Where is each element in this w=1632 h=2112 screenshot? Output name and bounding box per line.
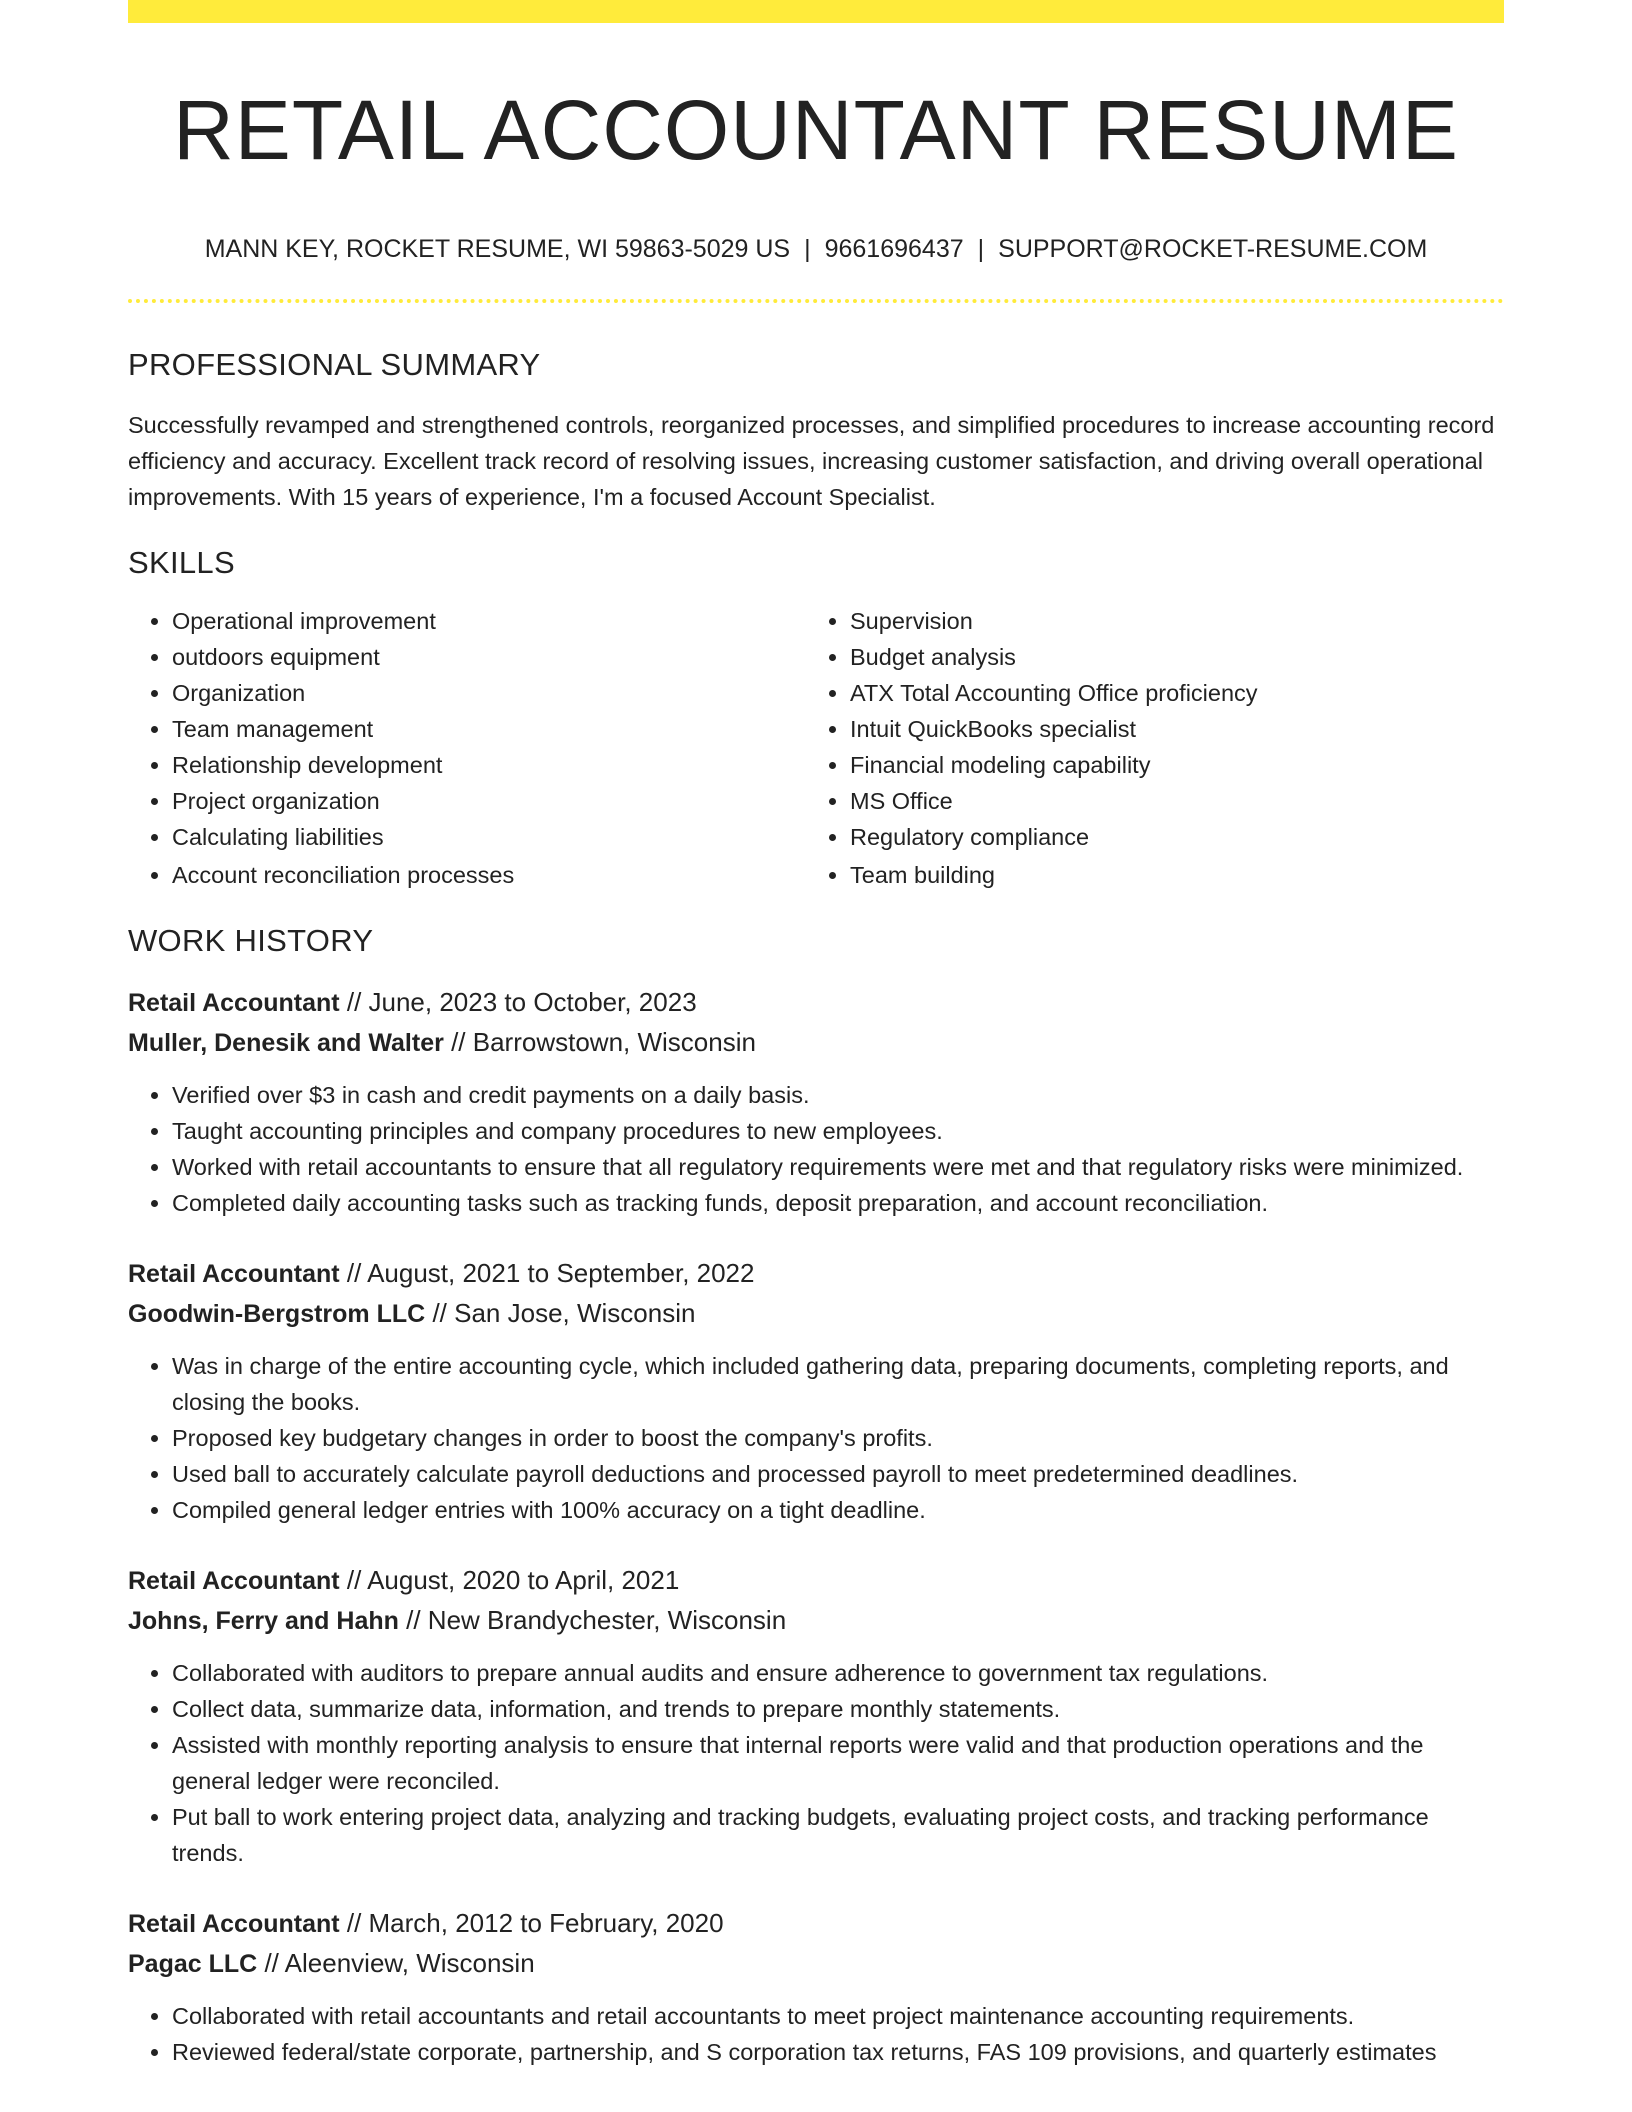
job-bullet: • Was in charge of the entire accounting cycle, which included gathering data, preparing documents, completing reports, and closing the books. <box>172 1348 1504 1420</box>
skill-item: • Operational improvement <box>172 603 806 639</box>
skills-list <box>128 603 1504 893</box>
job-title-line <box>128 1561 1504 1601</box>
skill-item: • Financial modeling capability <box>850 747 1484 783</box>
job-company-line <box>128 1601 1504 1641</box>
contact-separator: | <box>977 235 985 263</box>
job-company: Pagac LLC <box>128 1950 258 1978</box>
job-entry <box>128 983 1504 1221</box>
job-title-line <box>128 1904 1504 1944</box>
skills-column-right <box>806 603 1484 893</box>
resume-document <box>128 0 1504 2070</box>
job-bullets <box>128 1077 1504 1221</box>
job-bullets <box>128 1655 1504 1871</box>
skill-item: • Intuit QuickBooks specialist <box>850 711 1484 747</box>
job-entry <box>128 1561 1504 1871</box>
skill-item: • Team building <box>850 857 1484 893</box>
skill-item: • Team management <box>172 711 806 747</box>
job-bullets <box>128 1348 1504 1528</box>
job-entry <box>128 1904 1504 2070</box>
skill-item: • Organization <box>172 675 806 711</box>
resume-title: RETAIL ACCOUNTANT RESUME <box>173 83 1459 177</box>
job-company: Goodwin-Bergstrom LLC <box>128 1300 426 1328</box>
work-history-heading: WORK HISTORY <box>128 923 374 958</box>
job-bullet: • Collaborated with retail accountants and retail accountants to meet project maintenance accounting requirements. <box>172 1998 1504 2034</box>
job-dates: // August, 2020 to April, 2021 <box>346 1565 680 1595</box>
skill-item: • Calculating liabilities <box>172 819 806 855</box>
skill-item: • Supervision <box>850 603 1484 639</box>
job-bullet: • Taught accounting principles and company procedures to new employees. <box>172 1113 1504 1149</box>
job-title-line <box>128 983 1504 1023</box>
job-title: Retail Accountant <box>128 989 340 1017</box>
skill-item: • outdoors equipment <box>172 639 806 675</box>
contact-separator: | <box>804 235 811 263</box>
job-dates: // August, 2021 to September, 2022 <box>346 1258 755 1288</box>
skill-item: • Account reconciliation processes <box>172 857 806 893</box>
job-location: // Aleenview, Wisconsin <box>264 1948 535 1978</box>
job-bullet: • Collect data, summarize data, information, and trends to prepare monthly statements. <box>172 1691 1504 1727</box>
contact-line <box>128 231 1504 267</box>
contact-address: MANN KEY, ROCKET RESUME, WI 59863-5029 US <box>204 235 791 263</box>
job-title: Retail Accountant <box>128 1910 340 1938</box>
job-company: Johns, Ferry and Hahn <box>128 1607 399 1635</box>
job-bullet: • Worked with retail accountants to ensure that all regulatory requirements were met and that regulatory risks were minimized. <box>172 1149 1504 1185</box>
job-bullet: • Completed daily accounting tasks such as tracking funds, deposit preparation, and account reconciliation. <box>172 1185 1504 1221</box>
skill-item: • Regulatory compliance <box>850 819 1484 855</box>
job-title-line <box>128 1254 1504 1294</box>
job-dates: // June, 2023 to October, 2023 <box>346 987 697 1017</box>
skill-item: • MS Office <box>850 783 1484 819</box>
job-location: // San Jose, Wisconsin <box>432 1298 696 1328</box>
job-company-line <box>128 1023 1504 1063</box>
job-dates: // March, 2012 to February, 2020 <box>346 1908 724 1938</box>
job-bullet: • Collaborated with auditors to prepare annual audits and ensure adherence to government tax regulations. <box>172 1655 1504 1691</box>
job-bullets <box>128 1998 1504 2070</box>
job-bullet: • Proposed key budgetary changes in order to boost the company's profits. <box>172 1420 1504 1456</box>
job-bullet: • Compiled general ledger entries with 100% accuracy on a tight deadline. <box>172 1492 1504 1528</box>
summary-heading: PROFESSIONAL SUMMARY <box>128 347 541 382</box>
job-company: Muller, Denesik and Walter <box>128 1029 444 1057</box>
job-title: Retail Accountant <box>128 1260 340 1288</box>
skill-item: • ATX Total Accounting Office proficiency <box>850 675 1484 711</box>
job-bullet: • Used ball to accurately calculate payroll deductions and processed payroll to meet predetermined deadlines. <box>172 1456 1504 1492</box>
job-company-line <box>128 1944 1504 1984</box>
skills-column-left <box>128 603 806 893</box>
job-bullet: • Assisted with monthly reporting analysis to ensure that internal reports were valid and that production operations and the general ledger were reconciled. <box>172 1727 1504 1799</box>
job-company-line <box>128 1294 1504 1334</box>
contact-phone: 9661696437 <box>824 235 964 263</box>
contact-email: SUPPORT@ROCKET-RESUME.COM <box>998 235 1428 263</box>
skill-item: • Relationship development <box>172 747 806 783</box>
job-bullet: • Put ball to work entering project data, analyzing and tracking budgets, evaluating project costs, and tracking performance trends. <box>172 1799 1504 1871</box>
skills-heading: SKILLS <box>128 545 235 580</box>
job-entry <box>128 1254 1504 1528</box>
job-location: // New Brandychester, Wisconsin <box>406 1605 787 1635</box>
job-title: Retail Accountant <box>128 1567 340 1595</box>
job-bullet: • Reviewed federal/state corporate, partnership, and S corporation tax returns, FAS 109 provisions, and quarterly estimates <box>172 2034 1504 2070</box>
job-location: // Barrowstown, Wisconsin <box>451 1027 756 1057</box>
skill-item: • Budget analysis <box>850 639 1484 675</box>
summary-text: Successfully revamped and strengthened controls, reorganized processes, and simplified procedures to increase accounting record efficiency and accuracy. Excellent track record of resolving issues, increasing customer satisfaction, and driving overall operational improvements. With 15 years of experience, I'm a focused Account Specialist. <box>128 412 1495 510</box>
job-bullet: • Verified over $3 in cash and credit payments on a daily basis. <box>172 1077 1504 1113</box>
dotted-divider <box>128 299 1504 303</box>
skill-item: • Project organization <box>172 783 806 819</box>
